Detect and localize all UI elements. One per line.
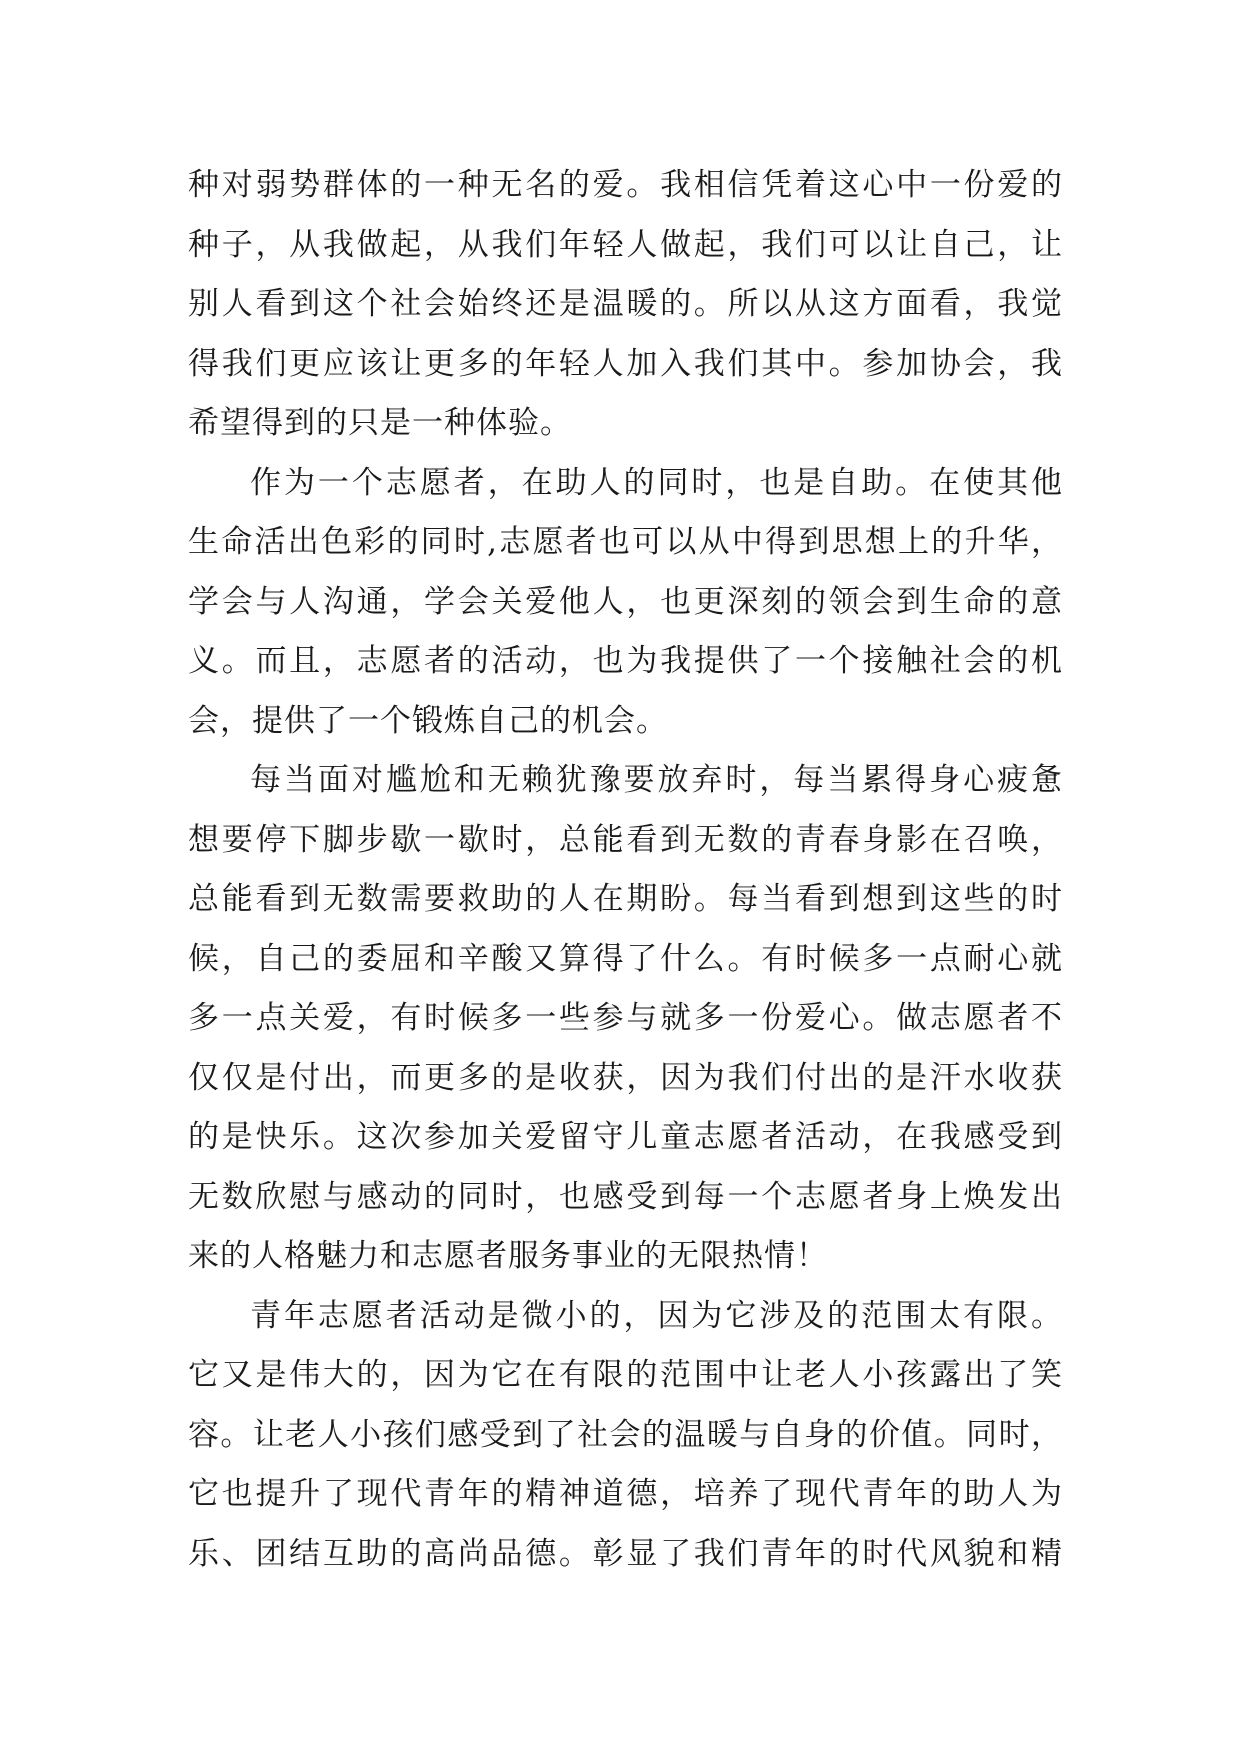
text-line: 来的人格魅力和志愿者服务事业的无限热情！	[188, 1238, 828, 1274]
text-line: 多一点关爱，有时候多一些参与就多一份爱心。做志愿者不	[188, 1000, 1063, 1036]
text-line: 种对弱势群体的一种无名的爱。我相信凭着这心中一份爱的	[188, 167, 1063, 203]
text-line: 想要停下脚步歇一歇时，总能看到无数的青春身影在召唤，	[188, 821, 1063, 858]
text-line: 它又是伟大的，因为它在有限的范围中让老人小孩露出了笑	[188, 1357, 1063, 1393]
text-line: 仅仅是付出，而更多的是收获，因为我们付出的是汗水收获	[188, 1059, 1063, 1096]
text-line: 会，提供了一个锻炼自己的机会。	[188, 702, 668, 739]
text-line: 义。而且，志愿者的活动，也为我提供了一个接触社会的机	[188, 643, 1063, 679]
text-line: 它也提升了现代青年的精神道德，培养了现代青年的助人为	[188, 1476, 1063, 1512]
text-line: 乐、团结互助的高尚品德。彰显了我们青年的时代风貌和精	[188, 1535, 1063, 1572]
text-line: 总能看到无数需要救助的人在期盼。每当看到想到这些的时	[188, 881, 1063, 917]
text-line: 生命活出色彩的同时,志愿者也可以从中得到思想上的升华，	[188, 524, 1063, 560]
text-line: 青年志愿者活动是微小的，因为它涉及的范围太有限。	[250, 1297, 1063, 1334]
text-line: 作为一个志愿者，在助人的同时，也是自助。在使其他	[250, 464, 1063, 501]
body-text	[188, 156, 1063, 1584]
text-line: 种子，从我做起，从我们年轻人做起，我们可以让自己，让	[188, 226, 1063, 263]
text-line: 候，自己的委屈和辛酸又算得了什么。有时候多一点耐心就	[188, 940, 1063, 977]
text-line: 无数欣慰与感动的同时，也感受到每一个志愿者身上焕发出	[188, 1178, 1063, 1215]
text-line: 学会与人沟通，学会关爱他人，也更深刻的领会到生命的意	[188, 583, 1063, 620]
text-line: 别人看到这个社会始终还是温暖的。所以从这方面看，我觉	[188, 286, 1063, 322]
text-line: 的是快乐。这次参加关爱留守儿童志愿者活动，在我感受到	[188, 1119, 1063, 1155]
text-line: 得我们更应该让更多的年轻人加入我们其中。参加协会，我	[188, 345, 1063, 382]
text-line: 希望得到的只是一种体验。	[188, 405, 572, 441]
text-line: 容。让老人小孩们感受到了社会的温暖与自身的价值。同时，	[188, 1416, 1063, 1453]
text-line: 每当面对尴尬和无赖犹豫要放弃时，每当累得身心疲惫	[250, 762, 1063, 798]
